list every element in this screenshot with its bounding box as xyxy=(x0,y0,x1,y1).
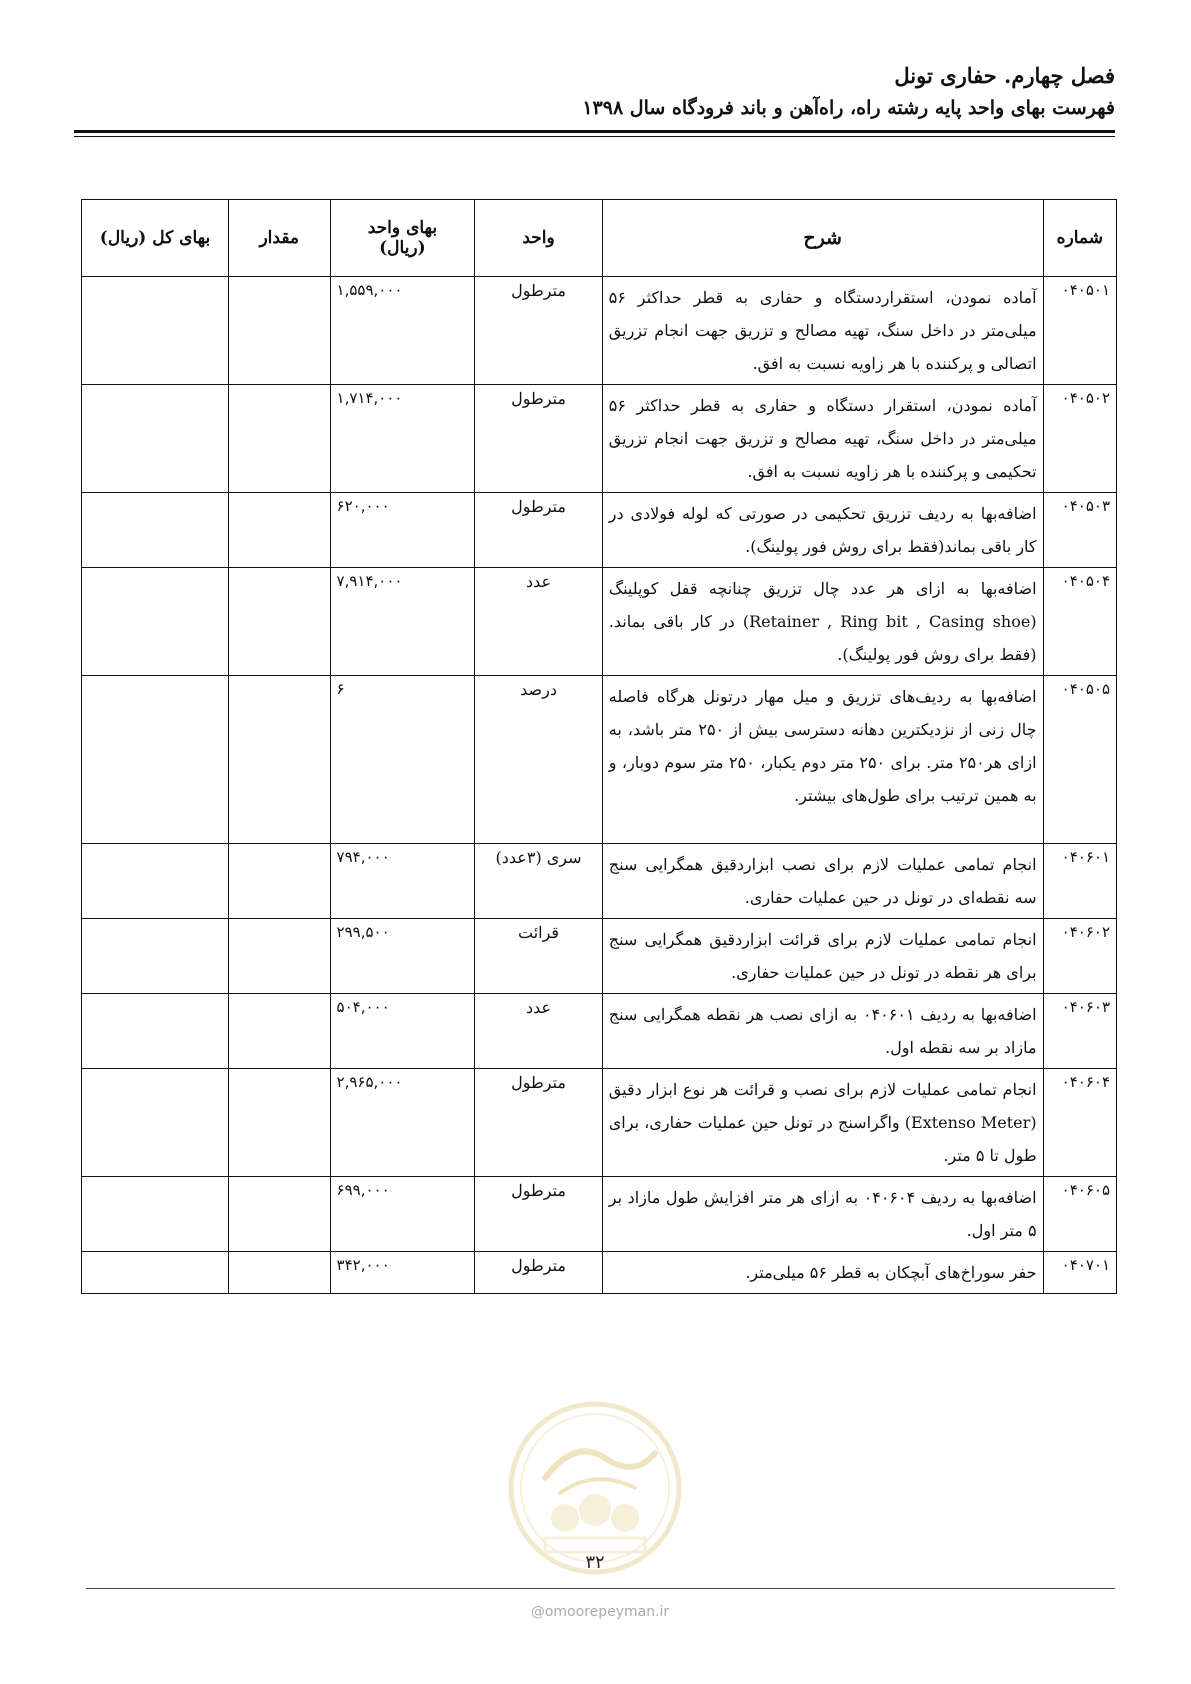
row-number: ۰۴۰۶۰۲ xyxy=(1043,919,1116,994)
row-unit: مترطول xyxy=(475,1252,602,1294)
row-unit: قرائت xyxy=(475,919,602,994)
table-row xyxy=(82,385,1117,493)
row-number: ۰۴۰۵۰۴ xyxy=(1043,568,1116,676)
row-quantity-cell xyxy=(228,568,330,676)
row-unit-price: ۶۲۰,۰۰۰ xyxy=(330,493,475,568)
row-description: آماده نمودن، استقراردستگاه و حفاری به قطر حداکثر ۵۶ میلی‌متر در داخل سنگ، تهیه مصالح و تزریق جهت انجام تزریق اتصالی و پرکننده با هر زاویه نسبت به افق. xyxy=(602,277,1043,385)
row-unit: مترطول xyxy=(475,277,602,385)
row-total-cell xyxy=(82,493,229,568)
row-unit: مترطول xyxy=(475,493,602,568)
row-quantity-cell xyxy=(228,1252,330,1294)
header-unit: واحد xyxy=(475,200,602,277)
row-number: ۰۴۰۵۰۱ xyxy=(1043,277,1116,385)
omoorepeyman-seal-icon xyxy=(505,1398,685,1578)
row-quantity-cell xyxy=(228,1177,330,1252)
row-total-cell xyxy=(82,1177,229,1252)
header-total: بهای کل (ریال) xyxy=(82,200,229,277)
header-description: شرح xyxy=(602,200,1043,277)
header-unit-price-label: بهای واحد xyxy=(367,218,438,238)
row-description: انجام تمامی عملیات لازم برای قرائت ابزاردقیق همگرایی سنج برای هر نقطه در تونل در حین عملیات حفاری. xyxy=(602,919,1043,994)
row-total-cell xyxy=(82,676,229,844)
page-header xyxy=(74,60,1115,124)
header-quantity: مقدار xyxy=(228,200,330,277)
row-unit-price: ۱,۵۵۹,۰۰۰ xyxy=(330,277,475,385)
page-number: ۳۲ xyxy=(585,1552,605,1573)
chapter-title: فصل چهارم. حفاری تونل xyxy=(894,63,1115,88)
header-unit-price xyxy=(330,200,475,277)
table-row xyxy=(82,277,1117,385)
row-unit: درصد xyxy=(475,676,602,844)
row-quantity-cell xyxy=(228,1069,330,1177)
row-unit-price: ۳۴۲,۰۰۰ xyxy=(330,1252,475,1294)
header-rule-thick xyxy=(74,130,1115,133)
row-number: ۰۴۰۵۰۳ xyxy=(1043,493,1116,568)
row-total-cell xyxy=(82,1252,229,1294)
table-row xyxy=(82,994,1117,1069)
row-description: انجام تمامی عملیات لازم برای نصب و قرائت هر نوع ابزار دقیق (Extenso Meter) واگراسنج در تونل حین عملیات حفاری، برای طول تا ۵ متر. xyxy=(602,1069,1043,1177)
row-quantity-cell xyxy=(228,994,330,1069)
row-unit: سری (۳عدد) xyxy=(475,844,602,919)
row-description: اضافه‌بها به ازای هر عدد چال تزریق چنانچه قفل کوپلینگ (Retainer , Ring bit , Casing shoe) در کار باقی بماند. (فقط برای روش فور پولینگ). xyxy=(602,568,1043,676)
row-number: ۰۴۰۵۰۵ xyxy=(1043,676,1116,844)
row-unit: مترطول xyxy=(475,1177,602,1252)
table-row xyxy=(82,1252,1117,1294)
row-quantity-cell xyxy=(228,844,330,919)
row-number: ۰۴۰۶۰۵ xyxy=(1043,1177,1116,1252)
row-number: ۰۴۰۷۰۱ xyxy=(1043,1252,1116,1294)
website-watermark: @omoorepeyman.ir xyxy=(530,1604,670,1620)
row-description: اضافه‌بها به ردیف ۰۴۰۶۰۴ به ازای هر متر افزایش طول مازاد بر ۵ متر اول. xyxy=(602,1177,1043,1252)
row-quantity-cell xyxy=(228,676,330,844)
row-number: ۰۴۰۵۰۲ xyxy=(1043,385,1116,493)
row-unit-price: ۲,۹۶۵,۰۰۰ xyxy=(330,1069,475,1177)
row-description: آماده نمودن، استقرار دستگاه و حفاری به قطر حداکثر ۵۶ میلی‌متر در داخل سنگ، تهیه مصالح و تزریق جهت انجام تزریق تحکیمی و پرکننده با هر زاویه نسبت به افق. xyxy=(602,385,1043,493)
row-description: حفر سوراخ‌های آبچکان به قطر ۵۶ میلی‌متر. xyxy=(602,1252,1043,1294)
table-row xyxy=(82,568,1117,676)
row-total-cell xyxy=(82,277,229,385)
table-row xyxy=(82,1177,1117,1252)
row-unit: عدد xyxy=(475,568,602,676)
table-row xyxy=(82,919,1117,994)
footer-rule xyxy=(86,1588,1115,1589)
row-number: ۰۴۰۶۰۳ xyxy=(1043,994,1116,1069)
table-row xyxy=(82,493,1117,568)
row-quantity-cell xyxy=(228,277,330,385)
row-quantity-cell xyxy=(228,919,330,994)
price-list-table xyxy=(81,199,1117,1294)
row-unit-price: ۶۹۹,۰۰۰ xyxy=(330,1177,475,1252)
table-header-row xyxy=(82,200,1117,277)
row-number: ۰۴۰۶۰۱ xyxy=(1043,844,1116,919)
row-unit: عدد xyxy=(475,994,602,1069)
row-unit-price: ۶ xyxy=(330,676,475,844)
row-unit-price: ۵۰۴,۰۰۰ xyxy=(330,994,475,1069)
table-row xyxy=(82,844,1117,919)
row-unit-price: ۷۹۴,۰۰۰ xyxy=(330,844,475,919)
row-unit-price: ۷,۹۱۴,۰۰۰ xyxy=(330,568,475,676)
row-total-cell xyxy=(82,1069,229,1177)
document-subtitle: فهرست بهای واحد پایه رشته راه، راه‌آهن و باند فرودگاه سال ۱۳۹۸ xyxy=(582,97,1115,119)
table-row xyxy=(82,1069,1117,1177)
row-description: اضافه‌بها به ردیف ۰۴۰۶۰۱ به ازای نصب هر نقطه همگرایی سنج مازاد بر سه نقطه اول. xyxy=(602,994,1043,1069)
row-total-cell xyxy=(82,568,229,676)
row-unit-price: ۱,۷۱۴,۰۰۰ xyxy=(330,385,475,493)
row-quantity-cell xyxy=(228,385,330,493)
row-description: اضافه‌بها به ردیف‌های تزریق و میل مهار درتونل هرگاه فاصله چال زنی از نزدیکترین دهانه دسترسی بیش از ۲۵۰ متر باشد، به ازای هر۲۵۰ متر. برای ۲۵۰ متر دوم یکبار، ۲۵۰ متر سوم دوبار، و به همین ترتیب برای طول‌های بیشتر. xyxy=(602,676,1043,844)
header-number: شماره xyxy=(1043,200,1116,277)
row-total-cell xyxy=(82,994,229,1069)
header-unit-price-currency: (ریال) xyxy=(379,238,426,258)
row-unit: مترطول xyxy=(475,1069,602,1177)
table-row xyxy=(82,676,1117,844)
header-rule-thin xyxy=(74,136,1115,137)
row-quantity-cell xyxy=(228,493,330,568)
row-number: ۰۴۰۶۰۴ xyxy=(1043,1069,1116,1177)
row-unit-price: ۲۹۹,۵۰۰ xyxy=(330,919,475,994)
row-unit: مترطول xyxy=(475,385,602,493)
row-total-cell xyxy=(82,844,229,919)
row-description: انجام تمامی عملیات لازم برای نصب ابزاردقیق همگرایی سنج سه نقطه‌ای در تونل در حین عملیات حفاری. xyxy=(602,844,1043,919)
row-description: اضافه‌بها به ردیف تزریق تحکیمی در صورتی که لوله فولادی در کار باقی بماند(فقط برای روش فور پولینگ). xyxy=(602,493,1043,568)
row-total-cell xyxy=(82,919,229,994)
row-total-cell xyxy=(82,385,229,493)
